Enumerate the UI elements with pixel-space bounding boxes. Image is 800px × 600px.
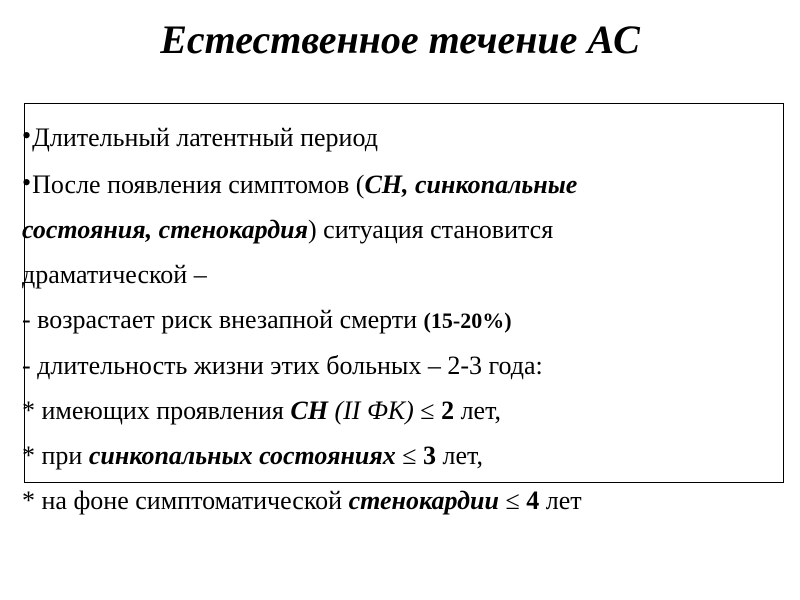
bullet-text: После появления симптомов ( — [32, 170, 365, 199]
emphasis-text: синкопальных состояниях — [88, 441, 396, 470]
bullet-item-after-symptoms — [22, 160, 722, 207]
emphasis-text: СН — [290, 396, 328, 425]
subitem-suffix: лет — [539, 486, 582, 515]
years-number: 2 — [441, 396, 455, 425]
bullet-text: Длительный латентный период — [32, 123, 378, 152]
bullet-item-latent-period — [22, 113, 722, 160]
bullet-text: драматической – — [22, 260, 207, 289]
functional-class: (II ФК) — [327, 396, 414, 425]
subitem-heart-failure — [22, 388, 722, 433]
life-expectancy-line — [22, 343, 722, 388]
subitem-prefix: * на фоне симптоматической — [22, 486, 349, 515]
life-text: - длительность жизни этих больных – 2-3 года: — [22, 351, 543, 380]
subitem-prefix: * имеющих проявления — [22, 396, 291, 425]
subitem-suffix: лет, — [436, 441, 483, 470]
subitem-prefix: * при — [22, 441, 89, 470]
years-number: 3 — [423, 441, 437, 470]
bullet-icon: • — [22, 168, 32, 197]
le-sign: ≤ — [395, 441, 424, 470]
risk-text: - возрастает риск внезапной смерти — [22, 305, 424, 334]
risk-line — [22, 297, 722, 343]
bullet-text: ) ситуация становится — [308, 215, 554, 244]
emphasis-text: СН, синкопальные — [364, 170, 578, 199]
subitem-angina — [22, 478, 722, 523]
bullet-item-after-symptoms-end — [22, 252, 722, 297]
bullet-icon: • — [22, 121, 32, 150]
content-body — [22, 113, 722, 523]
subitem-suffix: лет, — [454, 396, 501, 425]
le-sign: ≤ — [413, 396, 442, 425]
emphasis-text: состояния, стенокардия — [22, 215, 308, 244]
slide-title: Естественное течение АС — [160, 17, 640, 62]
subitem-syncope — [22, 433, 722, 478]
risk-percent: (15-20%) — [423, 308, 512, 333]
le-sign: ≤ — [498, 486, 527, 515]
years-number: 4 — [526, 486, 540, 515]
emphasis-text: стенокардии — [348, 486, 499, 515]
bullet-item-after-symptoms-cont — [22, 207, 722, 252]
